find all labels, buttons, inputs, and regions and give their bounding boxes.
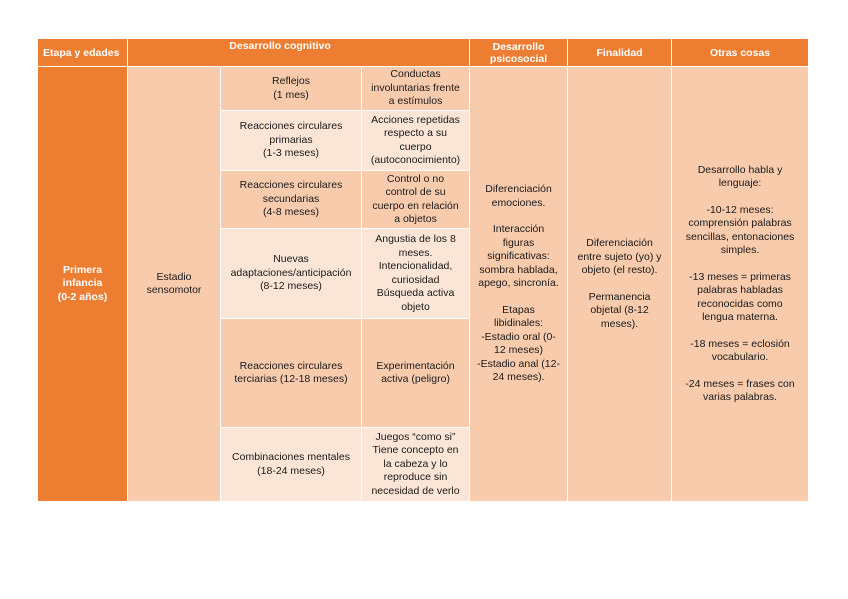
purpose-cell xyxy=(568,67,672,502)
psychosocial-paragraph: Diferenciación emociones. xyxy=(485,183,552,209)
other-cell xyxy=(672,67,809,502)
substage-name: Reacciones circulares terciarias (12-18 meses) xyxy=(221,319,362,428)
other-paragraph: -10-12 meses: comprensión palabras sencillas, entonaciones simples. xyxy=(685,203,795,256)
header-row xyxy=(38,39,809,67)
psychosocial-paragraph: Etapas libidinales: -Estadio oral (0- 12 meses) -Estadio anal (12- 24 meses). xyxy=(477,303,560,384)
substage-name: Combinaciones mentales (18-24 meses) xyxy=(221,428,362,502)
other-paragraph: -13 meses = primeras palabras habladas reconocidas como lengua materna. xyxy=(689,270,791,323)
header-other: Otras cosas xyxy=(672,39,809,67)
substage-description: Experimentación activa (peligro) xyxy=(362,319,470,428)
other-paragraph: Desarrollo habla y lenguaje: xyxy=(697,163,783,189)
substage-name: Nuevas adaptaciones/anticipación (8-12 meses) xyxy=(221,229,362,319)
stage-label: Primera infancia (0-2 años) xyxy=(38,67,128,502)
header-psychosocial: Desarrollo psicosocial xyxy=(470,39,568,67)
substage-description: Conductas involuntarias frente a estímulos xyxy=(362,67,470,111)
purpose-paragraph: Permanencia objetal (8-12 meses). xyxy=(588,290,651,330)
substage-description: Juegos “como si” Tiene concepto en la cabeza y lo reproduce sin necesidad de verlo xyxy=(362,428,470,502)
psychosocial-paragraph: Interacción figuras significativas: sombra hablada, apego, sincronía. xyxy=(478,223,559,290)
header-stage: Etapa y edades xyxy=(38,39,128,67)
other-paragraph: -18 meses = eclosión vocabulario. xyxy=(690,337,790,363)
purpose-paragraph: Diferenciación entre sujeto (yo) y objeto (el resto). xyxy=(577,237,662,276)
stage-period: Estadio sensomotor xyxy=(128,67,221,502)
substage-description: Control o no control de su cuerpo en relación a objetos xyxy=(362,171,470,229)
substage-name: Reflejos (1 mes) xyxy=(221,67,362,111)
substage-description: Angustia de los 8 meses. Intencionalidad, curiosidad Búsqueda activa objeto xyxy=(362,229,470,319)
development-table xyxy=(37,38,809,502)
header-cognitive: Desarrollo cognitivo xyxy=(128,39,470,67)
header-purpose: Finalidad xyxy=(568,39,672,67)
psychosocial-cell xyxy=(470,67,568,502)
substage-name: Reacciones circulares secundarias (4-8 meses) xyxy=(221,171,362,229)
other-paragraph: -24 meses = frases con varias palabras. xyxy=(685,377,795,403)
table-row xyxy=(38,67,809,111)
substage-name: Reacciones circulares primarias (1-3 meses) xyxy=(221,111,362,171)
substage-description: Acciones repetidas respecto a su cuerpo (autoconocimiento) xyxy=(362,111,470,171)
